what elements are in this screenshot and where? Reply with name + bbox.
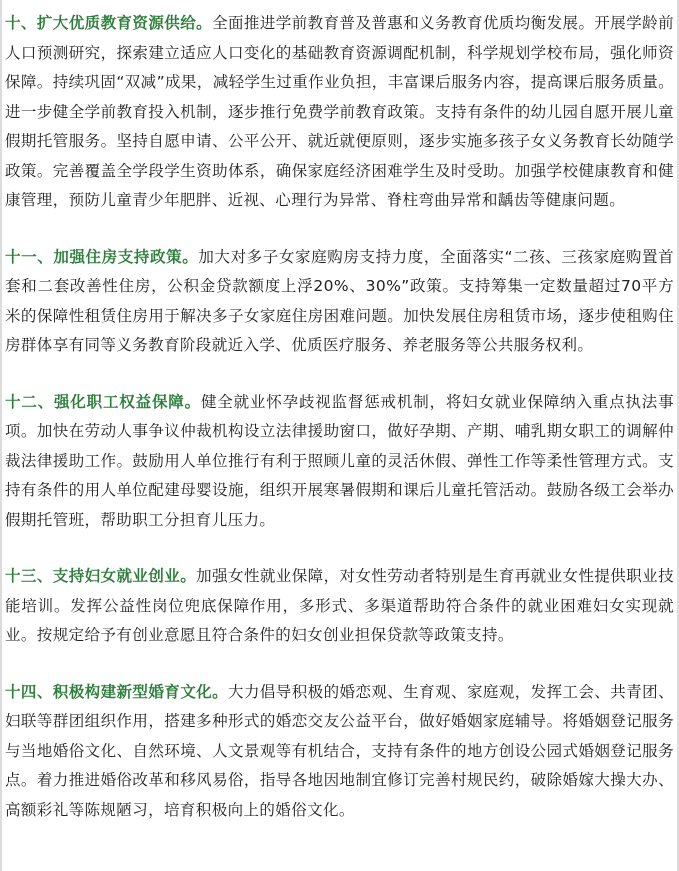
section-body: 大力倡导积极的婚恋观、生育观、家庭观，发挥工会、共青团、妇联等群团组织作用，搭建多种形式的婚恋交友公益平台，做好婚姻家庭辅导。将婚姻登记服务与当地婚俗文化、自然环境、人文景观等有机结合，支持有条件的地方创设公园式婚姻登记服务点。着力推进婚俗改革和移风易俗，指导各地因地制宜修订完善村规民约，破除婚嫁大操大办、高额彩礼等陈规陋习，培育积极向上的婚俗文化。 bbox=[5, 682, 674, 819]
section-14 bbox=[5, 678, 674, 826]
section-body: 全面推进学前教育普及普惠和义务教育优质均衡发展。开展学龄前人口预测研究，探索建立适应人口变化的基础教育资源调配机制，科学规划学校布局，强化师资保障。持续巩固“双减”成果，减轻学生过重作业负担，丰富课后服务内容，提高课后服务质量。进一步健全学前教育投入机制，逐步推行免费学前教育政策。支持有条件的幼儿园自愿开展儿童假期托管服务。坚持自愿申请、公平公开、就近就便原则，逐步实施多孩子女义务教育长幼随学政策。完善覆盖全学段学生资助体系，确保家庭经济困难学生及时受助。加强学校健康教育和健康管理，预防儿童青少年肥胖、近视、心理行为异常、脊柱弯曲异常和龋齿等健康问题。 bbox=[5, 14, 674, 209]
section-10 bbox=[5, 9, 674, 216]
section-13 bbox=[5, 562, 674, 651]
section-heading: 十一、加强住房支持政策。 bbox=[5, 247, 199, 266]
section-heading: 十、扩大优质教育资源供给。 bbox=[5, 14, 213, 32]
section-12 bbox=[5, 388, 674, 536]
section-heading: 十二、强化职工权益保障。 bbox=[5, 392, 201, 411]
section-body: 加大对多子女家庭购房支持力度，全面落实“二孩、三孩家庭购置首套和二套改善性住房，公积金贷款额度上浮20%、30%”政策。支持筹集一定数量超过70平方米的保障性租赁住房用于解决多子女家庭住房困难问题。加快发展住房租赁市场，逐步使租购住房群体享有同等义务教育阶段就近入学、优质医疗服务、养老服务等公共服务权利。 bbox=[5, 247, 674, 354]
section-heading: 十四、积极构建新型婚育文化。 bbox=[5, 682, 229, 701]
section-body: 加强女性就业保障，对女性劳动者特别是生育再就业女性提供职业技能培训。发挥公益性岗位兜底保障作用，多形式、多渠道帮助符合条件的就业困难妇女实现就业。按规定给予有创业意愿且符合条件的妇女创业担保贷款等政策支持。 bbox=[5, 567, 674, 644]
section-11 bbox=[5, 243, 674, 361]
section-heading: 十三、支持妇女就业创业。 bbox=[5, 567, 197, 585]
section-body: 健全就业怀孕歧视监督惩戒机制，将妇女就业保障纳入重点执法事项。加快在劳动人事争议仲裁机构设立法律援助窗口，做好孕期、产期、哺乳期女职工的调解仲裁法律援助工作。鼓励用人单位推行有利于照顾儿童的灵活休假、弹性工作等柔性管理方式。支持有条件的用人单位配建母婴设施，组织开展寒暑假期和课后儿童托管活动。鼓励各级工会举办假期托管班，帮助职工分担育儿压力。 bbox=[5, 392, 674, 529]
